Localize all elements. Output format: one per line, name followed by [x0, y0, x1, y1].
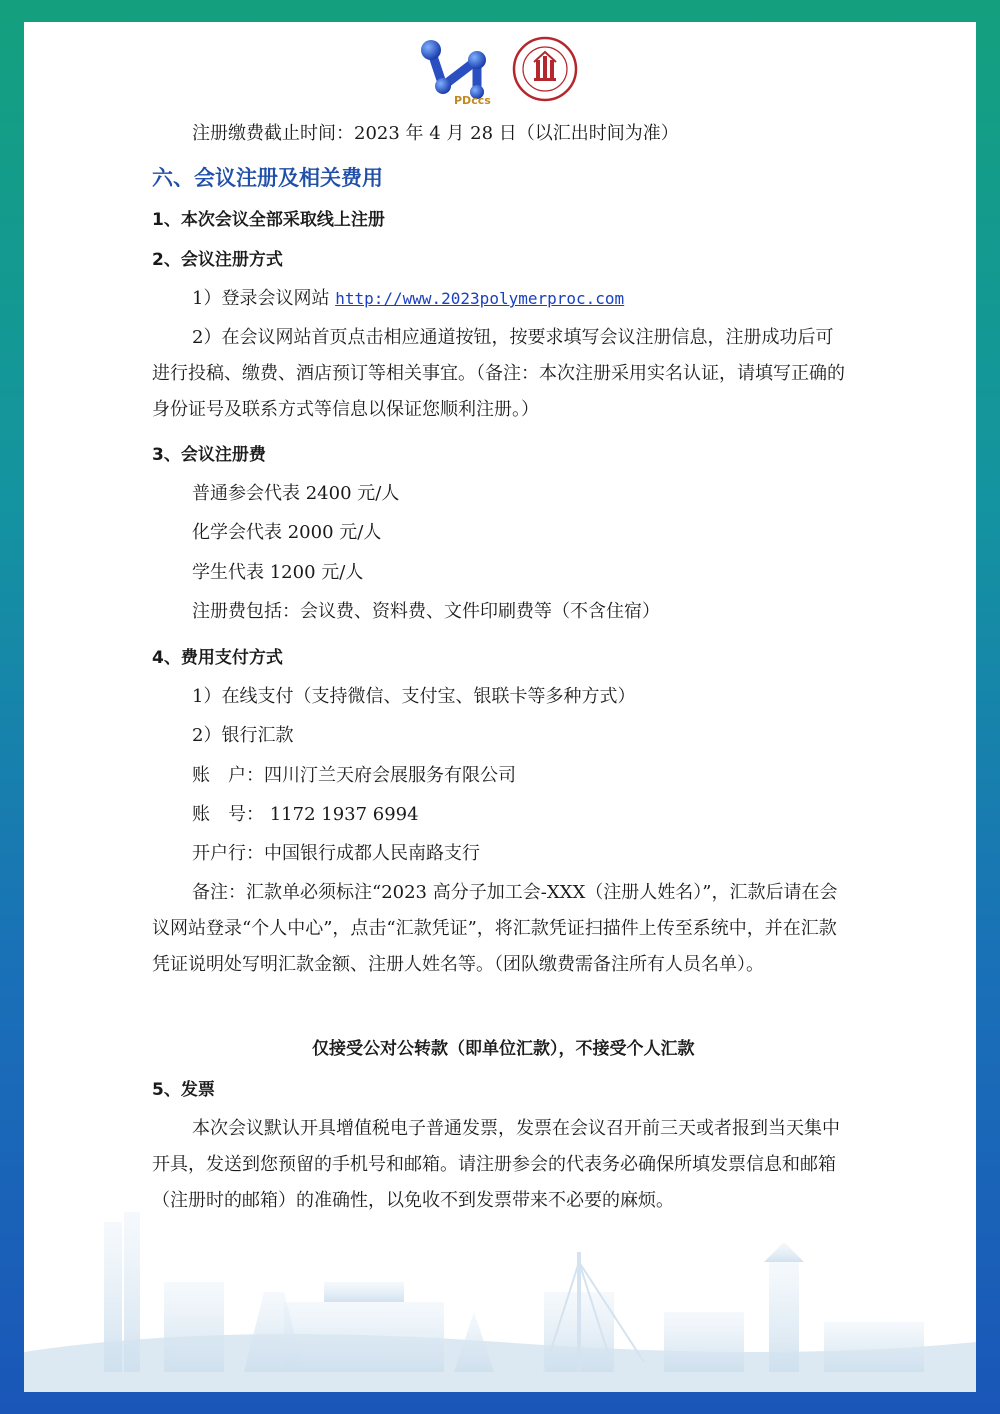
fee-student: 学生代表 1200 元/人 — [192, 562, 364, 583]
fee-regular: 普通参会代表 2400 元/人 — [192, 483, 400, 504]
conference-website-link[interactable]: http://www.2023polymerproc.com — [335, 289, 625, 308]
header-logos — [24, 32, 976, 122]
pay-online: 1）在线支付（支持微信、支付宝、银联卡等多种方式） — [192, 686, 636, 707]
invoice-text: 本次会议默认开具增值税电子普通发票，发票在会议召开前三天或者报到当天集中开具，发送到您预留的手机号和邮箱。请注册参会的代表务必确保所填发票信息和邮箱（注册时的邮箱）的准确性，以免收不到发票带来不必要的麻烦。 — [152, 1118, 840, 1211]
item1-title: 1、本次会议全部采取线上注册 — [152, 210, 385, 230]
fee-chemical-society: 化学会代表 2000 元/人 — [192, 522, 382, 543]
pdccs-logo-text: PDccs — [454, 94, 491, 107]
register-step1 — [192, 287, 624, 311]
deadline-text: 注册缴费截止时间：2023 年 4 月 28 日（以汇出时间为准） — [192, 123, 679, 144]
pay-bank: 2）银行汇款 — [192, 725, 294, 746]
fee-includes: 注册费包括：会议费、资料费、文件印刷费等（不含住宿） — [192, 601, 660, 622]
item5-title: 5、发票 — [152, 1080, 215, 1100]
register-step1-text: 1）登录会议网站 — [192, 288, 336, 309]
item3-title: 3、会议注册费 — [152, 445, 266, 465]
document-page — [24, 22, 976, 1392]
transfer-notice: 仅接受公对公转款（即单位汇款），不接受个人汇款 — [312, 1039, 695, 1059]
remittance-note: 备注：汇款单必须标注“2023 高分子加工会-XXX（注册人姓名）”，汇款后请在会议网站登录“个人中心”，点击“汇款凭证”，将汇款凭证扫描件上传至系统中，并在汇款凭证说明处写明汇款金额、注册人姓名等。（团队缴费需备注所有人员名单）。 — [152, 882, 838, 975]
section-title: 六、会议注册及相关费用 — [152, 166, 383, 190]
register-step2: 2）在会议网站首页点击相应通道按钮，按要求填写会议注册信息，注册成功后可进行投稿、缴费、酒店预订等相关事宜。（备注：本次注册采用实名认证，请填写正确的身份证号及联系方式等信息以保证您顺利注册。） — [152, 327, 845, 420]
bank-branch: 开户行：中国银行成都人民南路支行 — [192, 843, 480, 864]
city-skyline-decoration — [24, 1192, 976, 1392]
item2-title: 2、会议注册方式 — [152, 250, 283, 270]
account-number: 账 号： 1172 1937 6994 — [192, 804, 419, 825]
item4-title: 4、费用支付方式 — [152, 648, 283, 668]
account-name: 账 户：四川汀兰天府会展服务有限公司 — [192, 765, 516, 786]
sichuan-university-seal-icon — [512, 36, 578, 102]
